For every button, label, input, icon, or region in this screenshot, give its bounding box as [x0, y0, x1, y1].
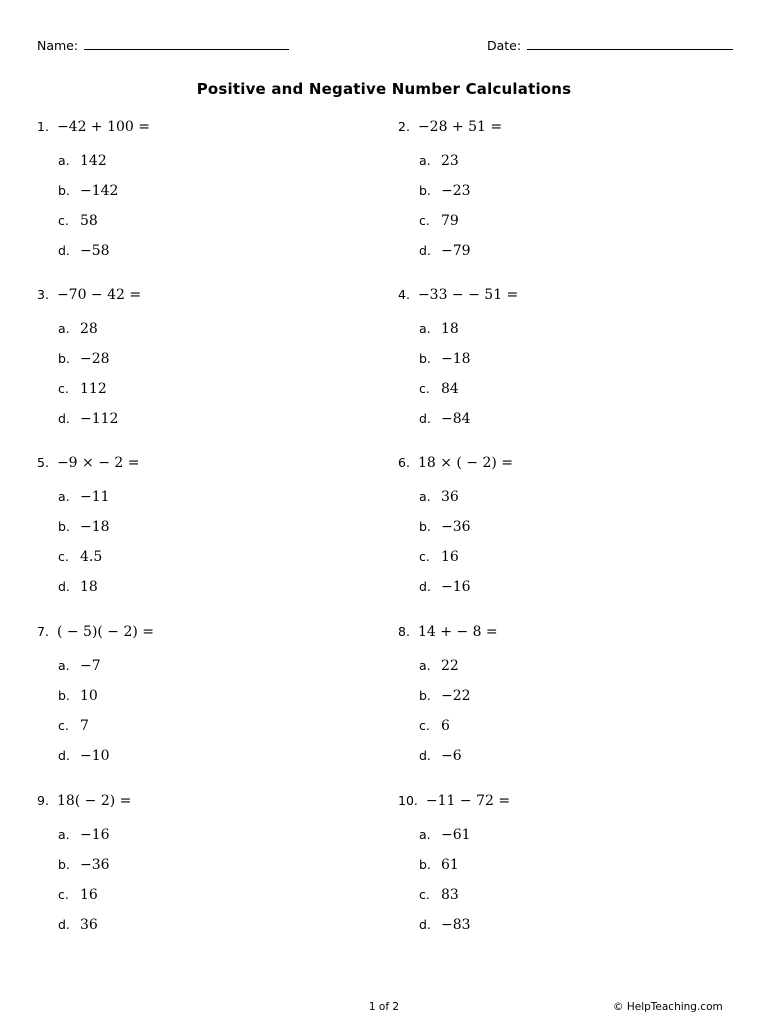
option-value: 83: [441, 887, 459, 903]
answer-option[interactable]: [419, 718, 450, 734]
question-stem: [37, 287, 141, 303]
answer-option[interactable]: [419, 519, 471, 535]
option-value: 16: [441, 549, 459, 565]
option-letter: b.: [419, 519, 431, 534]
question-number: 10.: [398, 793, 418, 808]
option-letter: d.: [58, 579, 70, 594]
option-letter: a.: [58, 489, 70, 504]
question-expression: −28 + 51 =: [417, 119, 503, 135]
answer-option[interactable]: [58, 519, 110, 535]
date-line[interactable]: [527, 36, 733, 50]
question-expression: −42 + 100 =: [56, 119, 151, 135]
option-letter: b.: [58, 857, 70, 872]
option-letter: a.: [58, 658, 70, 673]
option-value: −6: [441, 748, 462, 764]
option-value: −84: [441, 411, 471, 427]
answer-option[interactable]: [58, 718, 89, 734]
option-value: −16: [80, 827, 110, 843]
question-number: 4.: [398, 287, 410, 302]
question-expression: −11 − 72 =: [425, 793, 511, 809]
answer-option[interactable]: [58, 381, 107, 397]
question-stem: [37, 119, 150, 135]
option-value: −58: [80, 243, 110, 259]
worksheet-title: Positive and Negative Number Calculations: [196, 80, 572, 98]
option-value: −142: [80, 183, 119, 199]
answer-option[interactable]: [419, 213, 459, 229]
option-letter: c.: [419, 213, 430, 228]
copyright: © HelpTeaching.com: [613, 1001, 723, 1013]
answer-option[interactable]: [419, 857, 459, 873]
answer-option[interactable]: [419, 153, 459, 169]
option-value: −10: [80, 748, 110, 764]
question-number: 3.: [37, 287, 49, 302]
question-expression: 18( − 2) =: [56, 793, 132, 809]
answer-option[interactable]: [58, 917, 98, 933]
option-letter: a.: [58, 153, 70, 168]
page-number: 1 of 2: [368, 1001, 400, 1013]
option-value: −18: [80, 519, 110, 535]
answer-option[interactable]: [58, 658, 101, 674]
option-value: −16: [441, 579, 471, 595]
option-letter: a.: [419, 658, 431, 673]
answer-option[interactable]: [419, 381, 459, 397]
answer-option[interactable]: [58, 243, 110, 259]
answer-option[interactable]: [419, 748, 462, 764]
option-letter: c.: [419, 381, 430, 396]
question-stem: [37, 455, 139, 471]
option-value: 84: [441, 381, 459, 397]
question-expression: 14 + − 8 =: [417, 624, 498, 640]
name-line[interactable]: [84, 36, 289, 50]
option-letter: c.: [58, 381, 69, 396]
option-letter: b.: [58, 519, 70, 534]
answer-option[interactable]: [419, 917, 471, 933]
option-letter: b.: [419, 183, 431, 198]
option-letter: a.: [419, 321, 431, 336]
option-value: −18: [441, 351, 471, 367]
option-value: −112: [80, 411, 119, 427]
option-value: 7: [80, 718, 89, 734]
question-stem: [37, 793, 131, 809]
option-value: −83: [441, 917, 471, 933]
option-value: −22: [441, 688, 471, 704]
answer-option[interactable]: [58, 748, 110, 764]
option-letter: c.: [419, 887, 430, 902]
option-letter: d.: [419, 748, 431, 763]
option-value: 10: [80, 688, 98, 704]
answer-option[interactable]: [58, 321, 98, 337]
answer-option[interactable]: [419, 321, 459, 337]
option-letter: a.: [419, 489, 431, 504]
answer-option[interactable]: [419, 183, 471, 199]
question-stem: [398, 455, 513, 471]
option-value: 58: [80, 213, 98, 229]
answer-option[interactable]: [58, 411, 118, 427]
option-value: 112: [80, 381, 107, 397]
answer-option[interactable]: [58, 489, 110, 505]
question-expression: −9 × − 2 =: [56, 455, 140, 471]
answer-option[interactable]: [419, 549, 459, 565]
option-value: 4.5: [80, 549, 103, 565]
question-expression: ( − 5)( − 2) =: [56, 624, 155, 640]
name-label: Name:: [37, 38, 79, 53]
answer-option[interactable]: [419, 489, 459, 505]
answer-option[interactable]: [58, 827, 110, 843]
option-value: 28: [80, 321, 98, 337]
answer-option[interactable]: [58, 183, 118, 199]
option-letter: a.: [58, 827, 70, 842]
option-letter: d.: [58, 411, 70, 426]
question-stem: [398, 287, 518, 303]
option-letter: d.: [419, 579, 431, 594]
option-letter: a.: [58, 321, 70, 336]
option-value: −61: [441, 827, 471, 843]
option-letter: d.: [419, 917, 431, 932]
question-number: 9.: [37, 793, 49, 808]
option-value: 36: [80, 917, 98, 933]
option-letter: b.: [58, 183, 70, 198]
option-value: −7: [80, 658, 101, 674]
name-field[interactable]: [37, 36, 289, 53]
answer-option[interactable]: [58, 857, 110, 873]
answer-option[interactable]: [58, 153, 107, 169]
option-value: 36: [441, 489, 459, 505]
answer-option[interactable]: [419, 243, 471, 259]
question-stem: [398, 793, 510, 809]
answer-option[interactable]: [419, 827, 471, 843]
question-number: 5.: [37, 455, 49, 470]
question-stem: [398, 119, 502, 135]
option-value: 79: [441, 213, 459, 229]
answer-option[interactable]: [419, 411, 471, 427]
option-letter: a.: [419, 153, 431, 168]
option-value: 23: [441, 153, 459, 169]
answer-option[interactable]: [58, 887, 98, 903]
option-letter: d.: [419, 411, 431, 426]
option-value: −36: [441, 519, 471, 535]
option-value: −11: [80, 489, 110, 505]
answer-option[interactable]: [58, 688, 98, 704]
answer-option[interactable]: [58, 579, 98, 595]
question-expression: −33 − − 51 =: [417, 287, 519, 303]
option-value: 6: [441, 718, 450, 734]
date-label: Date:: [487, 38, 522, 53]
option-letter: d.: [419, 243, 431, 258]
question-number: 6.: [398, 455, 410, 470]
answer-option[interactable]: [419, 688, 471, 704]
option-value: −36: [80, 857, 110, 873]
option-value: 16: [80, 887, 98, 903]
question-number: 2.: [398, 119, 410, 134]
option-letter: c.: [58, 549, 69, 564]
option-letter: d.: [58, 917, 70, 932]
question-number: 1.: [37, 119, 49, 134]
option-value: 22: [441, 658, 459, 674]
option-value: −28: [80, 351, 110, 367]
option-letter: b.: [419, 857, 431, 872]
question-stem: [398, 624, 498, 640]
question-number: 7.: [37, 624, 49, 639]
option-letter: c.: [419, 549, 430, 564]
option-letter: c.: [58, 213, 69, 228]
option-letter: b.: [419, 688, 431, 703]
option-letter: a.: [419, 827, 431, 842]
option-value: 61: [441, 857, 459, 873]
question-stem: [37, 624, 154, 640]
option-letter: d.: [58, 243, 70, 258]
option-value: −23: [441, 183, 471, 199]
question-expression: −70 − 42 =: [56, 287, 142, 303]
date-field[interactable]: [487, 36, 733, 53]
answer-option[interactable]: [58, 351, 110, 367]
answer-option[interactable]: [419, 658, 459, 674]
option-value: 18: [80, 579, 98, 595]
option-letter: b.: [419, 351, 431, 366]
option-letter: d.: [58, 748, 70, 763]
option-letter: c.: [58, 887, 69, 902]
answer-option[interactable]: [58, 213, 98, 229]
question-number: 8.: [398, 624, 410, 639]
option-letter: b.: [58, 351, 70, 366]
answer-option[interactable]: [58, 549, 102, 565]
option-value: −79: [441, 243, 471, 259]
option-letter: b.: [58, 688, 70, 703]
option-letter: c.: [419, 718, 430, 733]
option-value: 142: [80, 153, 107, 169]
answer-option[interactable]: [419, 579, 471, 595]
option-value: 18: [441, 321, 459, 337]
answer-option[interactable]: [419, 351, 471, 367]
answer-option[interactable]: [419, 887, 459, 903]
question-expression: 18 × ( − 2) =: [417, 455, 514, 471]
option-letter: c.: [58, 718, 69, 733]
